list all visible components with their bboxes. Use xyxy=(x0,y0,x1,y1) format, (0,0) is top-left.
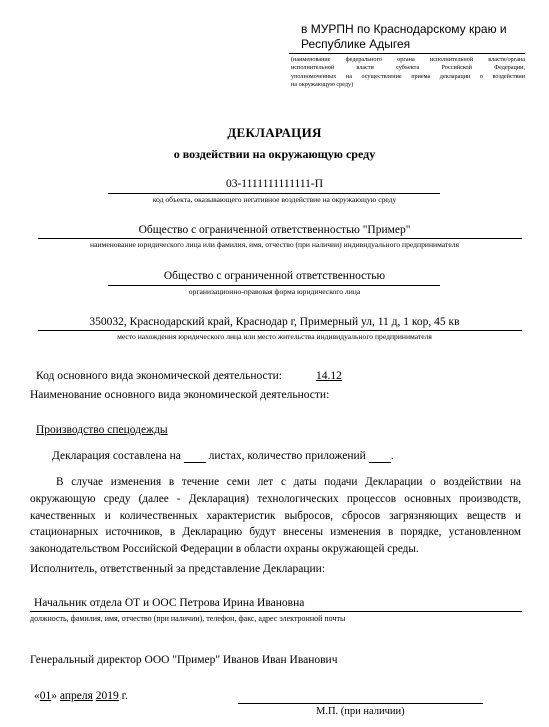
composition-part-1: Декларация составлена на xyxy=(52,450,181,462)
activity-name-label: Наименование основного вида экономической деятельности: xyxy=(30,389,330,401)
legal-form-caption: организационно-правовая форма юридического лица xyxy=(188,287,361,296)
executor-caption: должность, фамилия, имя, отчество (при наличии), телефон, факс, адрес электронной почты xyxy=(30,614,346,623)
recipient-note-line-2: исполнительной власти субъекта Российской Федерации, xyxy=(291,64,525,72)
recipient-note-line-4: на окружающую среду) xyxy=(291,80,354,88)
activity-name-value: Производство спецодежды xyxy=(36,424,168,436)
date-month: апреля xyxy=(59,690,93,702)
stamp-underline xyxy=(238,703,483,704)
address-underline xyxy=(38,330,522,331)
recipient-note-line-3: уполномоченных на осуществление приема декларации о воздействии xyxy=(291,72,525,80)
address-value: 350032, Краснодарский край, Краснодар г, Примерный ул, 11 д, 1 кор, 45 кв xyxy=(89,316,460,328)
date-close-quote: » xyxy=(51,690,57,702)
object-code-caption: код объекта, оказывающего негативное воздействие на окружающую среду xyxy=(152,195,397,204)
date-suffix: г. xyxy=(121,690,128,702)
date-year: 2019 xyxy=(95,690,119,702)
legal-name-value: Общество с ограниченной ответственностью "Пример" xyxy=(138,224,411,236)
document-subtitle: о воздействии на окружающую среду xyxy=(173,147,376,161)
activity-code-value: 14.12 xyxy=(316,370,342,382)
stamp-caption: М.П. (при наличии) xyxy=(316,706,405,717)
recipient-underline xyxy=(289,53,525,54)
executor-value: Начальник отдела ОТ и ООС Петрова Ирина Ивановна xyxy=(34,597,305,609)
document-title: ДЕКЛАРАЦИЯ xyxy=(227,125,322,140)
document-date xyxy=(34,690,128,702)
executor-label: Исполнитель, ответственный за представление Декларации: xyxy=(30,563,326,575)
legal-form-value: Общество с ограниченной ответственностью xyxy=(163,270,386,282)
date-day: 01 xyxy=(39,690,52,702)
object-code-value: 03-1111111111111-П xyxy=(225,178,324,190)
changes-paragraph: В случае изменения в течение семи лет с даты подачи Декларации о воздействии на окружающую среду (далее - Декларация) технологических процессов основных производств, качественных и количественных характеристик выбросов, сбросов загрязняющих веществ и стационарных источников, в Декларацию будут внесены изменения в порядке, установленном законодательством Российской Федерации в области охраны окружающей среды. xyxy=(30,476,521,556)
address-caption: место нахождения юридического лица или место жительства индивидуального предпринимателя xyxy=(117,332,432,341)
object-code-underline xyxy=(108,193,440,194)
director-line: Генеральный директор ООО "Пример" Иванов Иван Иванович xyxy=(30,654,338,666)
legal-name-caption: наименование юридического лица или фамилия, имя, отчество (при наличии) индивидуального предпринимателя xyxy=(90,240,459,249)
recipient-line-2: Республике Адыгея xyxy=(301,37,411,51)
composition-line xyxy=(52,450,394,463)
legal-form-underline xyxy=(108,285,440,286)
executor-underline xyxy=(30,611,522,612)
sheets-blank xyxy=(184,450,206,463)
activity-code-label: Код основного вида экономической деятельности: xyxy=(36,370,282,382)
recipient-note-line-1: (наименование федерального органа исполнительной власти/органа xyxy=(291,56,525,63)
legal-name-underline xyxy=(38,238,522,239)
date-open-quote: « xyxy=(34,690,40,702)
attachments-blank xyxy=(369,450,391,463)
composition-part-2: листах, количество приложений xyxy=(208,450,366,462)
composition-part-3: . xyxy=(390,450,394,462)
recipient-line-1: в МУРПН по Краснодарскому краю и xyxy=(301,22,507,36)
recipient-note xyxy=(291,56,525,89)
